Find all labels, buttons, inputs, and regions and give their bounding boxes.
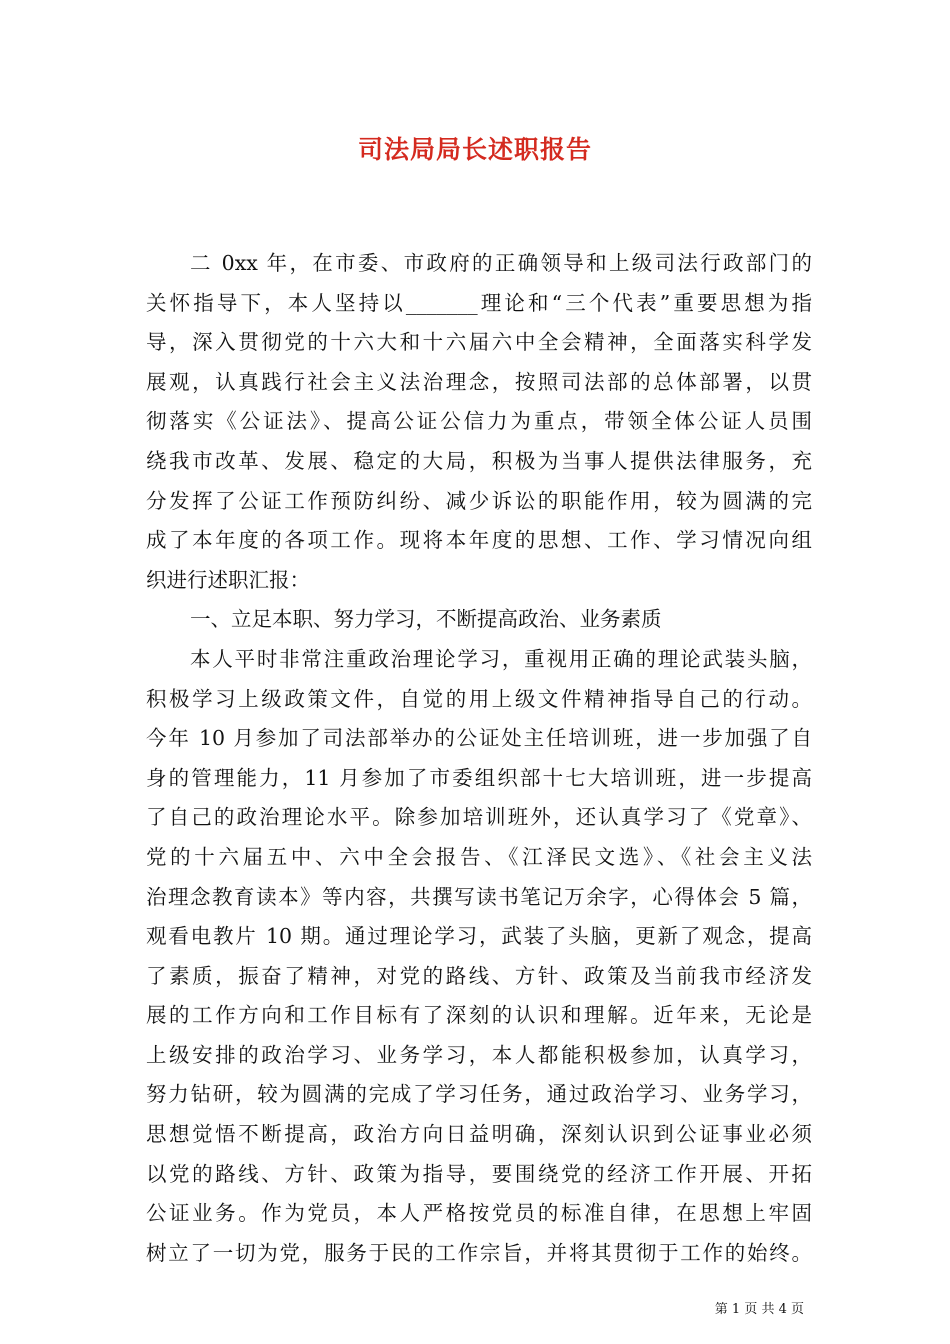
body-line: 树立了一切为党，服务于民的工作宗旨，并将其贯彻于工作的始终。 [146,1240,812,1265]
body-line: 以党的路线、方针、政策为指导，要围绕党的经济工作开展、开拓 [146,1161,812,1186]
document-title: 司法局局长述职报告 [357,135,592,164]
body-line: 成了本年度的各项工作。现将本年度的思想、工作、学习情况向组 [146,528,812,553]
body-line: 二 0xx 年，在市委、市政府的正确领导和上级司法行政部门的 [190,251,812,275]
body-line: 身的管理能力，11 月参加了市委组织部十七大培训班，进一步提高 [146,765,812,790]
body-line: 上级安排的政治学习、业务学习，本人都能积极参加，认真学习， [146,1042,812,1067]
page-number: 第 1 页 共 4 页 [714,1302,804,1317]
body-line: 观看电教片 10 期。通过理论学习，武装了头脑，更新了观念，提高 [146,924,812,949]
body-line: 今年 10 月参加了司法部举办的公证处主任培训班，进一步加强了自 [146,726,812,751]
body-line: 本人平时非常注重政治理论学习，重视用正确的理论武装头脑， [190,646,812,671]
body-line: 展观，认真践行社会主义法治理念，按照司法部的总体部署，以贯 [146,369,812,394]
body-line: 了自己的政治理论水平。除参加培训班外，还认真学习了《党章》、 [146,805,812,830]
body-line: 导，深入贯彻党的十六大和十六届六中全会精神，全面落实科学发 [146,330,812,355]
body-line: 了素质，振奋了精神，对党的路线、方针、政策及当前我市经济发 [146,963,812,988]
document-body [146,244,812,1273]
body-line: 关怀指导下，本人坚持以_______理论和“三个代表”重要思想为指 [146,290,812,315]
body-line: 思想觉悟不断提高，政治方向日益明确，深刻认识到公证事业必须 [146,1122,812,1147]
section-heading: 一、立足本职、努力学习，不断提高政治、业务素质 [190,607,662,632]
body-line: 织进行述职汇报： [146,567,310,592]
body-line: 绕我市改革、发展、稳定的大局，积极为当事人提供法律服务，充 [146,448,812,473]
body-line: 公证业务。作为党员，本人严格按党员的标准自律，在思想上牢固 [146,1201,812,1226]
body-line: 彻落实《公证法》、提高公证公信力为重点，带领全体公证人员围 [146,409,812,434]
body-line: 努力钻研，较为圆满的完成了学习任务，通过政治学习、业务学习， [146,1082,812,1107]
body-line: 积极学习上级政策文件，自觉的用上级文件精神指导自己的行动。 [146,686,812,711]
body-line: 党的十六届五中、六中全会报告、《江泽民文选》、《社会主义法 [146,844,812,869]
body-line: 治理念教育读本》等内容，共撰写读书笔记万余字，心得体会 5 篇， [146,884,812,909]
body-line: 分发挥了公证工作预防纠纷、减少诉讼的职能作用，较为圆满的完 [146,488,812,513]
body-line: 展的工作方向和工作目标有了深刻的认识和理解。近年来，无论是 [146,1003,812,1028]
